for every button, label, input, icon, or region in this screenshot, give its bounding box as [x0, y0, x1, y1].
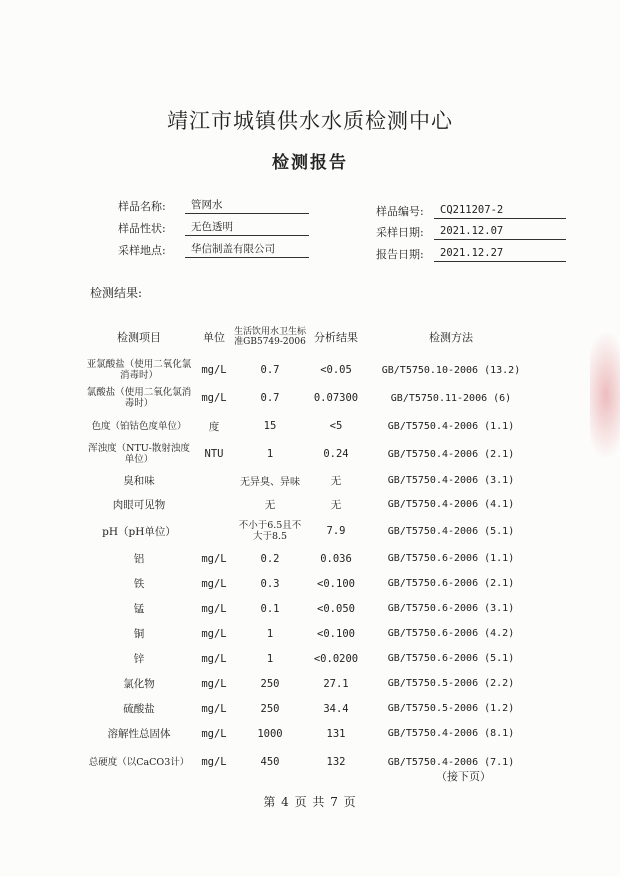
cell-item: 铁	[133, 578, 145, 590]
cell-item: 铜	[133, 628, 145, 640]
cell-unit	[194, 468, 234, 492]
cell-unit: mg/L	[201, 392, 227, 404]
header-item: 检测项目	[117, 331, 161, 344]
report-org-title: 靖江市城镇供水水质检测中心	[167, 109, 453, 133]
cell-unit: mg/L	[201, 756, 227, 768]
cell-result: <0.0200	[313, 652, 359, 665]
cell-item: 总硬度（以CaCO3计）	[88, 756, 190, 768]
table-row	[84, 646, 536, 671]
cell-unit	[194, 516, 234, 546]
page-number: 第 4 页 共 7 页	[263, 795, 357, 809]
cell-item: 臭和味	[123, 474, 155, 487]
cell-item: 浑浊度（NTU-散射浊度单位）	[88, 443, 190, 465]
table-row	[84, 571, 536, 596]
sample-name-label: 样品名称:	[118, 200, 166, 213]
table-row	[84, 384, 536, 412]
cell-method: GB/T5750.5-2006 (2.2)	[387, 678, 515, 689]
table-row	[84, 492, 536, 516]
cell-result: 131	[326, 727, 346, 740]
report-date-value: 2021.12.27	[434, 246, 566, 262]
cell-unit: mg/L	[201, 652, 227, 665]
sample-number-label: 样品编号:	[376, 205, 424, 218]
cell-item: 亚氯酸盐（使用二氧化氯消毒时）	[86, 359, 192, 381]
header-unit: 单位	[203, 331, 225, 344]
sampling-location-value: 华信制盖有限公司	[185, 242, 309, 258]
cell-item: 锰	[133, 603, 145, 615]
cell-method: GB/T5750.6-2006 (4.2)	[387, 628, 515, 639]
cell-item: 铝	[133, 553, 145, 565]
header-result: 分析结果	[314, 331, 358, 344]
cell-result: <0.050	[317, 602, 355, 615]
cell-item: 氯酸盐（使用二氧化氯消毒时）	[86, 387, 192, 409]
cell-item: 溶解性总固体	[107, 728, 171, 740]
cell-method: GB/T5750.5-2006 (1.2)	[387, 703, 515, 714]
continued-note: （接下页）	[436, 770, 491, 783]
sample-name-value: 管网水	[185, 198, 309, 214]
cell-item: 肉眼可见物	[112, 498, 166, 511]
report-date-label: 报告日期:	[376, 248, 424, 261]
sampling-date-value: 2021.12.07	[434, 224, 566, 240]
cell-method: GB/T5750.4-2006 (7.1)	[387, 756, 515, 768]
cell-unit	[194, 492, 234, 516]
header-standard: 生活饮用水卫生标准GB5749-2006	[234, 326, 307, 347]
sampling-location-label: 采样地点:	[118, 244, 166, 257]
cell-unit: mg/L	[201, 702, 227, 715]
cell-method: GB/T5750.4-2006 (1.1)	[387, 420, 515, 432]
cell-result: 0.07300	[313, 392, 359, 404]
cell-standard: 1000	[257, 727, 283, 740]
cell-result: 34.4	[323, 702, 349, 715]
table-row	[84, 468, 536, 492]
cell-standard: 无	[264, 498, 276, 511]
cell-standard: 不小于6.5且不大于8.5	[238, 520, 302, 542]
table-row	[84, 671, 536, 696]
cell-unit: NTU	[204, 448, 224, 460]
cell-method: GB/T5750.10-2006 (13.2)	[381, 364, 521, 376]
cell-item: 氯化物	[123, 678, 155, 690]
cell-result: 无	[330, 474, 342, 487]
cell-standard: 0.7	[260, 364, 280, 376]
table-row	[84, 516, 536, 546]
cell-standard: 450	[260, 756, 280, 768]
cell-method: GB/T5750.4-2006 (4.1)	[387, 498, 515, 510]
cell-result: 27.1	[323, 677, 349, 690]
cell-result: 132	[326, 756, 346, 768]
cell-method: GB/T5750.6-2006 (2.1)	[387, 578, 515, 589]
cell-standard: 0.1	[260, 602, 280, 615]
sample-property-label: 样品性状:	[118, 222, 166, 235]
cell-method: GB/T5750.4-2006 (5.1)	[387, 525, 515, 537]
cell-unit: mg/L	[201, 677, 227, 690]
cell-standard: 250	[260, 677, 280, 690]
table-row	[84, 440, 536, 468]
cell-standard: 1	[266, 652, 274, 665]
cell-unit: 度	[208, 420, 220, 433]
cell-standard: 0.2	[260, 552, 280, 565]
cell-method: GB/T5750.6-2006 (3.1)	[387, 603, 515, 614]
cell-item: 色度（铂钴色度单位）	[91, 420, 187, 432]
cell-result: 0.036	[320, 552, 352, 565]
table-row	[84, 546, 536, 571]
cell-standard: 1	[266, 448, 274, 460]
cell-method: GB/T5750.11-2006 (6)	[390, 392, 512, 404]
table-row	[84, 596, 536, 621]
sample-number-value: CQ211207-2	[434, 203, 566, 219]
red-stamp-edge	[590, 330, 620, 460]
cell-standard: 250	[260, 702, 280, 715]
table-row	[84, 621, 536, 646]
cell-item: 硫酸盐	[123, 703, 155, 715]
results-header-row	[84, 318, 536, 356]
results-table	[84, 318, 536, 778]
report-title: 检测报告	[272, 153, 348, 173]
cell-unit: mg/L	[201, 602, 227, 615]
cell-result: 无	[330, 498, 342, 511]
cell-method: GB/T5750.4-2006 (2.1)	[387, 448, 515, 460]
cell-unit: mg/L	[201, 627, 227, 640]
cell-method: GB/T5750.4-2006 (8.1)	[387, 728, 515, 739]
cell-unit: mg/L	[201, 364, 227, 376]
sample-property-value: 无色透明	[185, 220, 309, 236]
cell-result: <5	[329, 420, 343, 432]
table-row	[84, 721, 536, 746]
cell-unit: mg/L	[201, 577, 227, 590]
cell-result: <0.05	[320, 364, 352, 376]
cell-result: 0.24	[323, 448, 349, 460]
cell-item: pH（pH单位）	[102, 525, 176, 538]
cell-method: GB/T5750.4-2006 (3.1)	[387, 474, 515, 486]
cell-method: GB/T5750.6-2006 (1.1)	[387, 553, 515, 564]
cell-unit: mg/L	[201, 727, 227, 740]
cell-result: <0.100	[317, 627, 355, 640]
cell-standard: 1	[266, 627, 274, 640]
table-row	[84, 412, 536, 440]
sampling-date-label: 采样日期:	[376, 226, 424, 239]
cell-standard: 15	[263, 420, 277, 432]
cell-method: GB/T5750.6-2006 (5.1)	[387, 653, 515, 664]
cell-standard: 0.3	[260, 577, 280, 590]
cell-item: 锌	[133, 653, 145, 665]
cell-unit: mg/L	[201, 552, 227, 565]
cell-result: 7.9	[326, 525, 346, 537]
results-section-label: 检测结果:	[90, 286, 143, 300]
header-method: 检测方法	[429, 331, 473, 344]
cell-standard: 无异臭、异味	[240, 476, 300, 488]
table-row	[84, 696, 536, 721]
cell-standard: 0.7	[260, 392, 280, 404]
cell-result: <0.100	[317, 577, 355, 590]
table-row	[84, 356, 536, 384]
